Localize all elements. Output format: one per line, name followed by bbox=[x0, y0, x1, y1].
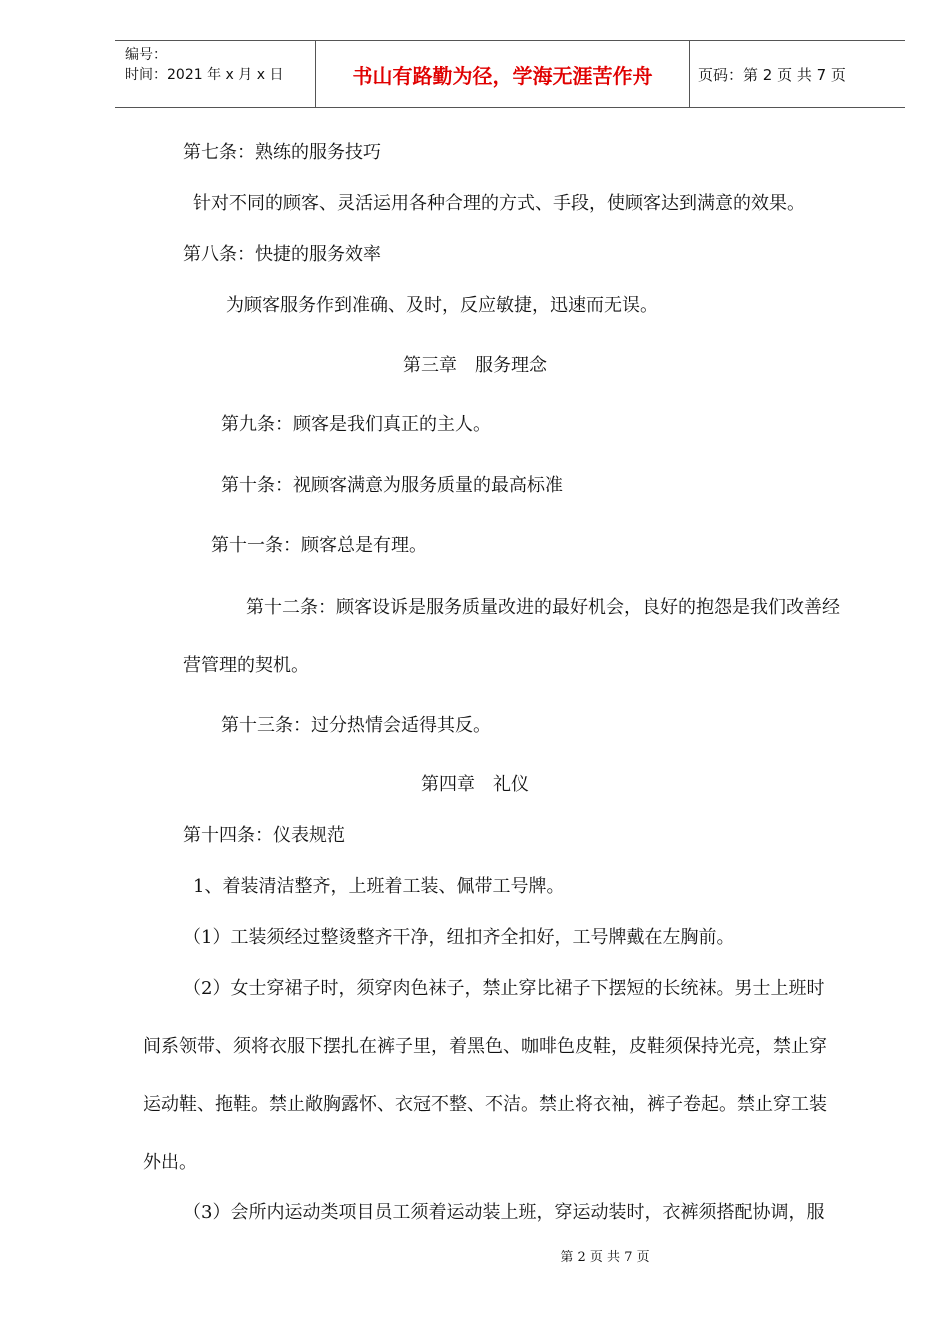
item-1-3-line-1: （3）会所内运动类项目员工须着运动装上班，穿运动装时，衣裤须搭配协调，服 bbox=[183, 1202, 825, 1223]
header-page-cell bbox=[690, 41, 905, 107]
article-14-title: 第十四条：仪表规范 bbox=[183, 825, 345, 846]
article-9: 第九条：顾客是我们真正的主人。 bbox=[221, 414, 491, 435]
article-11: 第十一条：顾客总是有理。 bbox=[211, 535, 427, 556]
footer-page-number: 第 2 页 共 7 页 bbox=[560, 1250, 650, 1265]
item-1-2-line-4: 外出。 bbox=[143, 1152, 197, 1173]
article-10: 第十条：视顾客满意为服务质量的最高标准 bbox=[221, 475, 563, 496]
header-page-number: 页码：第 2 页 共 7 页 bbox=[698, 65, 846, 84]
header-info-cell bbox=[115, 41, 316, 107]
article-12-line-1: 第十二条：顾客设诉是服务质量改进的最好机会，良好的抱怨是我们改善经 bbox=[246, 597, 840, 618]
item-1-2-line-2: 间系领带、须将衣服下摆扎在裤子里，着黑色、咖啡色皮鞋，皮鞋须保持光亮，禁止穿 bbox=[143, 1036, 827, 1057]
article-8-title: 第八条：快捷的服务效率 bbox=[183, 244, 381, 265]
header-motto: 书山有路勤为径，学海无涯苦作舟 bbox=[316, 41, 690, 107]
item-1: 1、着装清洁整齐，上班着工装、佩带工号牌。 bbox=[193, 876, 565, 897]
page-header bbox=[115, 40, 905, 108]
article-13: 第十三条：过分热情会适得其反。 bbox=[221, 715, 491, 736]
article-8-text: 为顾客服务作到准确、及时，反应敏捷，迅速而无误。 bbox=[226, 295, 658, 316]
document-code-label: 编号： bbox=[125, 47, 167, 63]
document-date-label: 时间：2021 年 x 月 x 日 bbox=[125, 67, 284, 83]
article-12-line-2: 营管理的契机。 bbox=[183, 655, 309, 676]
chapter-4-heading: 第四章 礼仪 bbox=[421, 774, 529, 795]
item-1-1: （1）工装须经过整烫整齐干净，纽扣齐全扣好，工号牌戴在左胸前。 bbox=[183, 927, 735, 948]
item-1-2-line-1: （2）女士穿裙子时，须穿肉色袜子，禁止穿比裙子下摆短的长统袜。男士上班时 bbox=[183, 978, 825, 999]
chapter-3-heading: 第三章 服务理念 bbox=[403, 355, 547, 376]
article-7-text: 针对不同的顾客、灵活运用各种合理的方式、手段，使顾客达到满意的效果。 bbox=[193, 193, 805, 214]
page-footer bbox=[0, 1246, 950, 1265]
article-7-title: 第七条：熟练的服务技巧 bbox=[183, 142, 381, 163]
item-1-2-line-3: 运动鞋、拖鞋。禁止敞胸露怀、衣冠不整、不洁。禁止将衣袖，裤子卷起。禁止穿工装 bbox=[143, 1094, 827, 1115]
